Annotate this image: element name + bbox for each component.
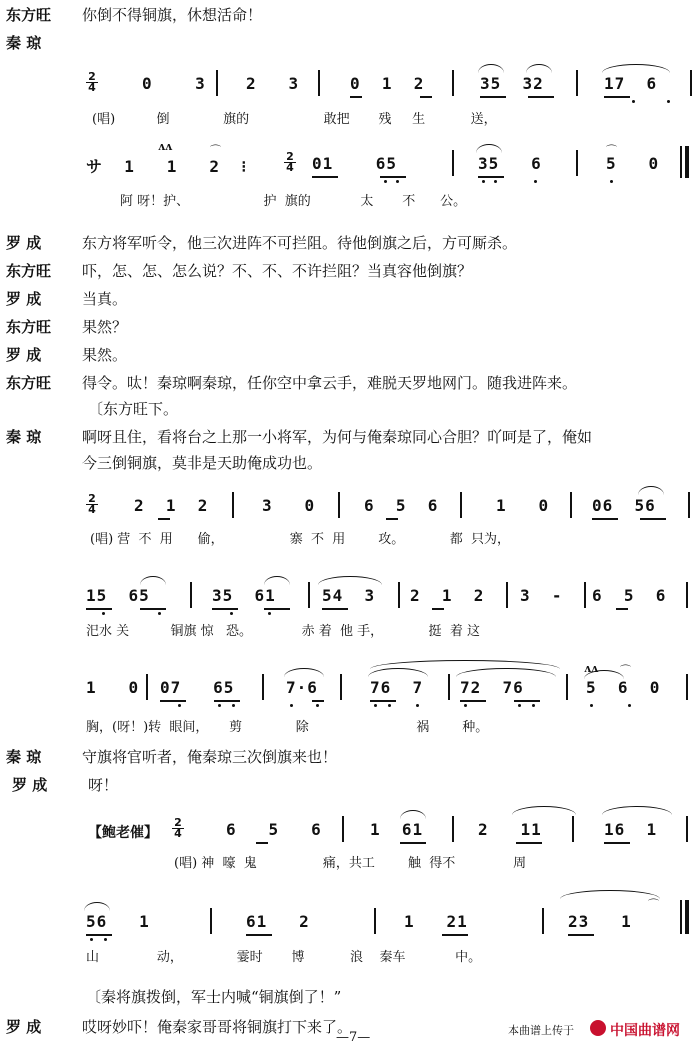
barline xyxy=(566,674,568,700)
ornament-mark: ʌʌ xyxy=(584,662,599,675)
jianpu-notes: 5 6 0 xyxy=(586,678,661,697)
time-signature: $\frac{2}{4}$ xyxy=(86,494,98,515)
underline xyxy=(514,700,540,702)
time-signature: $\frac{2}{4}$ xyxy=(284,152,296,173)
dialogue-text: 守旗将官听者，俺秦琼三次倒旗来也！ xyxy=(82,748,338,766)
speaker-label: 东方旺 xyxy=(6,6,52,24)
speaker-label: 罗 成 xyxy=(6,346,42,364)
barline xyxy=(448,674,450,700)
jianpu-notes: 0 3 xyxy=(142,74,206,93)
jianpu-notes: 07 65 xyxy=(160,678,235,697)
underline xyxy=(380,176,406,178)
jianpu-notes: 3 - xyxy=(520,586,563,605)
speaker-label: 罗 成 xyxy=(6,290,42,308)
slur xyxy=(638,486,664,495)
underline xyxy=(322,608,348,610)
barline xyxy=(452,150,454,176)
jianpu-notes: 1 0 xyxy=(496,496,550,515)
final-barline-thin xyxy=(680,900,682,934)
low-dot xyxy=(104,938,107,941)
slur xyxy=(318,576,382,585)
final-barline-thick xyxy=(685,900,689,934)
underline xyxy=(460,700,486,702)
barline xyxy=(374,908,376,934)
dialogue-text: 果然。 xyxy=(82,346,128,364)
dialogue-text: 当真。 xyxy=(82,290,128,308)
underline xyxy=(312,700,324,702)
jianpu-notes: 2 3 xyxy=(246,74,300,93)
barline xyxy=(506,582,508,608)
low-dot xyxy=(632,100,635,103)
low-dot xyxy=(590,704,593,707)
low-dot xyxy=(90,938,93,941)
barline xyxy=(686,582,688,608)
dialogue-text: 你倒不得铜旗，休想活命！ xyxy=(82,6,263,24)
upload-note: 本曲谱上传于 xyxy=(508,1024,574,1037)
underline xyxy=(86,608,112,610)
low-dot xyxy=(667,100,670,103)
jianpu-notes: 1 0 xyxy=(86,678,140,697)
slur xyxy=(526,64,552,73)
fermata-mark: ⌒ xyxy=(210,144,221,157)
dialogue-text: 得令。呔！秦琼啊秦琼，任你空中拿云手，难脱天罗地网门。随我进阵来。 xyxy=(82,374,578,392)
underline xyxy=(214,700,240,702)
barline xyxy=(452,70,454,96)
jianpu-notes: 76 7 xyxy=(370,678,424,697)
barline xyxy=(686,674,688,700)
underline xyxy=(264,608,290,610)
underline xyxy=(592,518,618,520)
low-dot xyxy=(532,704,535,707)
barline xyxy=(342,816,344,842)
barline xyxy=(452,816,454,842)
underline xyxy=(350,96,362,98)
barline xyxy=(584,582,586,608)
low-dot xyxy=(494,180,497,183)
barline xyxy=(210,908,212,934)
underline xyxy=(568,934,594,936)
lyric-line: 阿 呀！护、 护 旗的 太 不 公。 xyxy=(120,194,467,209)
underline xyxy=(312,176,338,178)
underline xyxy=(616,608,628,610)
jianpu-notes: 17 6 xyxy=(604,74,658,93)
low-dot xyxy=(610,180,613,183)
underline xyxy=(442,934,468,936)
fermata-mark: ⌒ xyxy=(606,144,617,157)
fermata-mark: ⌒ xyxy=(648,898,659,911)
lyric-line: 山 动， 霎时 博 浪 秦车 中。 xyxy=(86,950,482,965)
low-dot xyxy=(464,704,467,707)
underline xyxy=(160,700,186,702)
underline xyxy=(478,176,504,178)
barline xyxy=(398,582,400,608)
underline xyxy=(604,842,630,844)
speaker-label: 东方旺 xyxy=(6,318,52,336)
slur xyxy=(140,576,166,585)
jianpu-notes: 2 11 xyxy=(478,820,542,839)
speaker-label: 罗 成 xyxy=(6,234,42,252)
tune-label: 【鲍老催】 xyxy=(88,825,158,841)
low-dot xyxy=(178,704,181,707)
time-signature: $\frac{2}{4}$ xyxy=(86,72,98,93)
underline xyxy=(158,518,170,520)
slur xyxy=(478,64,504,73)
underline xyxy=(370,700,396,702)
low-dot xyxy=(374,704,377,707)
low-dot xyxy=(384,180,387,183)
speaker-label: 秦 琼 xyxy=(6,34,42,52)
slur xyxy=(400,810,426,819)
low-dot xyxy=(482,180,485,183)
underline xyxy=(420,96,432,98)
jianpu-notes: 1 21 xyxy=(404,912,468,931)
low-dot xyxy=(218,704,221,707)
slur xyxy=(512,806,576,815)
slur xyxy=(602,806,672,815)
low-dot xyxy=(158,612,161,615)
barline xyxy=(572,816,574,842)
low-dot xyxy=(268,612,271,615)
lyric-line: 汜水 关 铜旗 惊 恐。 赤 着 他 手， 挺 着 这 xyxy=(86,624,480,639)
jianpu-notes: サ 1 1 2 ⁝ xyxy=(86,157,248,176)
slur xyxy=(456,668,556,677)
low-dot xyxy=(232,704,235,707)
low-dot xyxy=(416,704,419,707)
barline xyxy=(690,70,692,96)
lyric-line: (唱) 神 嚎 鬼 痛，共工 触 得不 周 xyxy=(174,856,527,871)
jianpu-notes: 7·6 xyxy=(286,678,318,697)
low-dot xyxy=(534,180,537,183)
barline xyxy=(688,492,690,518)
low-dot xyxy=(102,612,105,615)
underline xyxy=(640,518,666,520)
speaker-label: 罗 成 xyxy=(12,776,48,794)
jianpu-notes: 2 1 2 xyxy=(134,496,209,515)
barline xyxy=(576,70,578,96)
jianpu-notes: 01 65 xyxy=(312,154,398,173)
barline xyxy=(262,674,264,700)
slur xyxy=(368,668,428,677)
slur xyxy=(602,64,670,73)
speaker-label: 东方旺 xyxy=(6,262,52,280)
speaker-label: 秦 琼 xyxy=(6,428,42,446)
underline xyxy=(480,96,506,98)
jianpu-notes: 5 0 xyxy=(606,154,660,173)
jianpu-notes: 23 1 xyxy=(568,912,632,931)
barline xyxy=(308,582,310,608)
underline xyxy=(246,934,272,936)
speaker-label: 东方旺 xyxy=(6,374,52,392)
low-dot xyxy=(396,180,399,183)
low-dot xyxy=(518,704,521,707)
low-dot xyxy=(628,704,631,707)
barline xyxy=(146,674,148,700)
jianpu-notes: 3 0 xyxy=(262,496,316,515)
stage-direction: 〔秦将旗拨倒，军士内喊“铜旗倒了！” xyxy=(86,988,342,1006)
lyric-line: (唱) 倒 旗的 敢把 残 生 送， xyxy=(92,112,497,127)
slur xyxy=(264,576,290,585)
lyric-line: 胸，(呀！)转 眼间， 剪 除 祸 种。 xyxy=(86,720,489,735)
jianpu-notes: 35 6 xyxy=(478,154,542,173)
barline xyxy=(576,150,578,176)
speaker-label: 秦 琼 xyxy=(6,748,42,766)
barline xyxy=(338,492,340,518)
slur xyxy=(84,902,110,911)
low-dot xyxy=(290,704,293,707)
time-signature: $\frac{2}{4}$ xyxy=(172,818,184,839)
barline xyxy=(190,582,192,608)
barline xyxy=(318,70,320,96)
jianpu-notes: 1 61 xyxy=(370,820,424,839)
lyric-line: (唱) 营 不 用 偷， 寨 不 用 攻。 都 只为， xyxy=(90,532,511,547)
low-dot xyxy=(230,612,233,615)
dialogue-text: 果然？ xyxy=(82,318,128,336)
jianpu-notes: 61 2 xyxy=(246,912,310,931)
jianpu-notes: 06 56 xyxy=(592,496,656,515)
slur xyxy=(284,668,324,677)
jianpu-notes: 35 32 xyxy=(480,74,544,93)
jianpu-notes: 35 61 xyxy=(212,586,276,605)
underline xyxy=(256,842,268,844)
underline xyxy=(516,842,542,844)
jianpu-notes: 2 1 2 xyxy=(410,586,485,605)
stage-direction: 〔东方旺下。 xyxy=(88,400,179,418)
fermata-mark: ⌒ xyxy=(620,664,631,677)
page-number: —7— xyxy=(336,1030,371,1045)
dialogue-text: 吓，怎、怎、怎么说？不、不、不许拦阻？当真容他倒旗？ xyxy=(82,262,473,280)
low-dot xyxy=(388,704,391,707)
low-dot xyxy=(316,704,319,707)
underline xyxy=(604,96,630,98)
jianpu-notes: 6 5 6 xyxy=(226,820,322,839)
dialogue-text: 哎呀妙吓！俺秦家哥哥将铜旗打下来了。 xyxy=(82,1018,353,1036)
barline xyxy=(542,908,544,934)
dialogue-text: 今三倒铜旗，莫非是天助俺成功也。 xyxy=(82,454,323,472)
jianpu-notes: 6 5 6 xyxy=(364,496,439,515)
jianpu-notes: 6 5 6 xyxy=(592,586,667,605)
ornament-mark: ʌʌ xyxy=(158,140,173,153)
underline xyxy=(386,518,398,520)
barline xyxy=(232,492,234,518)
barline xyxy=(460,492,462,518)
final-barline-thin xyxy=(680,146,682,178)
speaker-label: 罗 成 xyxy=(6,1018,42,1036)
underline xyxy=(400,842,426,844)
jianpu-notes: 56 1 xyxy=(86,912,150,931)
site-logo-icon xyxy=(590,1020,606,1036)
slur xyxy=(476,144,502,153)
jianpu-notes: 54 3 xyxy=(322,586,376,605)
barline xyxy=(686,816,688,842)
underline xyxy=(432,608,444,610)
barline xyxy=(216,70,218,96)
dialogue-text: 啊呀且住，看将台之上那一小将军，为何与俺秦琼同心合胆？吖呵是了，俺如 xyxy=(82,428,593,446)
dialogue-text: 东方将军听令，他三次进阵不可拦阻。待他倒旗之后，方可厮杀。 xyxy=(82,234,518,252)
dialogue-text: 呀！ xyxy=(88,776,119,794)
underline xyxy=(140,608,166,610)
site-logo-text[interactable]: 中国曲谱网 xyxy=(610,1023,680,1039)
underline xyxy=(528,96,554,98)
jianpu-notes: 15 65 xyxy=(86,586,150,605)
barline xyxy=(570,492,572,518)
underline xyxy=(86,934,112,936)
slur xyxy=(560,890,660,899)
barline xyxy=(340,674,342,700)
jianpu-notes: 0 1 2 xyxy=(350,74,425,93)
jianpu-notes: 72 76 xyxy=(460,678,524,697)
jianpu-notes: 16 1 xyxy=(604,820,658,839)
underline xyxy=(212,608,238,610)
final-barline-thick xyxy=(685,146,689,178)
slur xyxy=(584,670,624,679)
